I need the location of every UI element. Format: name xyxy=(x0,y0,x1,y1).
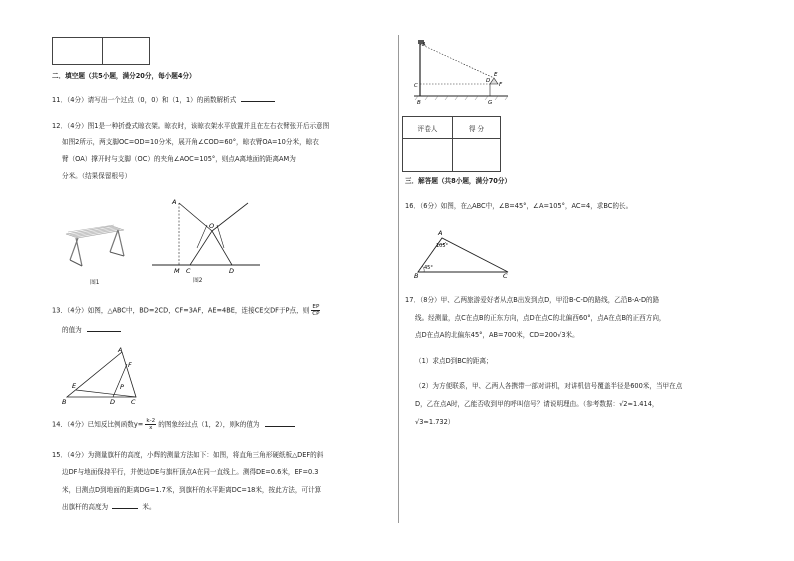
section-2-title: 二．填空题（共5小题，满分20分，每小题4分） xyxy=(52,72,196,80)
label-A: A xyxy=(422,42,426,48)
question-11 xyxy=(52,97,275,104)
question-15-line-4 xyxy=(62,504,156,511)
fraction-ep-cp xyxy=(311,304,320,317)
question-15-line-2: 边DF与地面保持平行，并使边DE与旗杆顶点A在同一直线上。测得DE=0.6米，EF=0.3 xyxy=(62,468,319,476)
label-P: P xyxy=(120,383,124,391)
question-12-line-4: 分米。（结果保留根号） xyxy=(62,172,132,180)
label-C: C xyxy=(414,83,418,89)
fraction-numerator: EP xyxy=(312,304,320,310)
question-17-part-2-line-1: （2）为方便联系，甲、乙两人各携带一部对讲机，对讲机信号覆盖半径是600米，当甲在点 xyxy=(415,382,683,390)
question-13-line-2-text: 的值为 xyxy=(62,326,82,334)
fraction-k-minus-2-over-x xyxy=(145,418,156,431)
label-A: A xyxy=(438,229,443,237)
label-G: G xyxy=(488,100,493,106)
question-17-part-1: （1）求点D到BC的距离； xyxy=(415,357,493,365)
score-label: 得 分 xyxy=(453,117,501,139)
question-12-line-3: 臂（OA）撑开时与支脚（OC）的夹角∠AOC=105°，则点A离地面的距离AM为 xyxy=(62,155,296,163)
label-F: F xyxy=(499,82,503,88)
question-14-text-after: 的图象经过点（1，2），则k的值为 xyxy=(158,420,260,429)
label-D: D xyxy=(486,78,491,84)
label-A: A xyxy=(118,346,123,354)
question-16-text: 16．（6分）如图，在△ABC中，∠B=45°，∠A=105°，AC=4，求BC的长。 xyxy=(405,202,633,210)
label-B: B xyxy=(62,398,67,406)
label-D: D xyxy=(229,267,235,275)
fraction-numerator: k-2 xyxy=(146,418,156,424)
score-cell xyxy=(53,38,103,65)
question-15-unit: 米。 xyxy=(142,503,156,511)
section-3-title: 三．解答题（共8小题，满分70分） xyxy=(405,177,512,185)
label-C: C xyxy=(186,267,191,275)
question-13-line-2 xyxy=(62,327,121,334)
figure-2-caption: 图2 xyxy=(193,278,203,284)
label-C: C xyxy=(131,398,136,406)
label-M: M xyxy=(174,267,180,275)
flagpole-figure xyxy=(414,38,514,108)
label-E: E xyxy=(494,72,498,78)
drying-rack-photo xyxy=(62,222,128,272)
question-15-line-1: 15．（4分）为测量旗杆的高度，小辉的测量方法如下：如图，将直角三角形硬纸板△DEF的斜 xyxy=(52,451,324,459)
question-12-line-2: 如图2所示，两支脚OC=OD=10分米，展开角∠COD=60°，晾衣臂OA=10分米，晾衣 xyxy=(62,138,319,146)
question-17-line-3: 点D在点A的北偏东45°，AB=700米，CD=200√3米。 xyxy=(415,331,579,339)
answer-blank[interactable] xyxy=(112,508,138,509)
answer-blank[interactable] xyxy=(265,426,295,427)
fraction-denominator: x xyxy=(149,425,153,432)
question-17-part-2-line-2: D，乙在点A时，乙能否收到甲的呼叫信号？请说明理由。（参考数据：√2≈1.414， xyxy=(415,400,659,408)
label-B: B xyxy=(417,100,421,106)
score-cell[interactable] xyxy=(453,139,501,172)
question-14 xyxy=(52,418,295,431)
question-12-line-1: 12．（4分）图1是一种折叠式晾衣架。晾衣时，该晾衣架水平放置并且在左右衣臂张开后示意图 xyxy=(52,122,330,130)
column-divider xyxy=(398,35,399,523)
question-17-line-1: 17．（8分）甲、乙两旅游爱好者从点B出发到点D，甲沿B-C-D的路线，乙沿B-A-D的路 xyxy=(405,296,660,304)
triangle-abc-figure xyxy=(62,347,144,407)
grader-score-table xyxy=(402,116,501,172)
grader-cell[interactable] xyxy=(403,139,453,172)
grader-label: 评卷人 xyxy=(403,117,453,139)
figure-1-caption: 图1 xyxy=(90,280,100,286)
fraction-denominator: CP xyxy=(312,311,320,318)
answer-blank[interactable] xyxy=(87,331,121,332)
label-O: O xyxy=(209,222,215,230)
answer-blank[interactable] xyxy=(241,101,275,102)
question-11-text: 11．（4分）请写出一个过点（0，0）和（1，1）的函数解析式 xyxy=(52,96,237,104)
label-F: F xyxy=(128,361,132,369)
label-A: A xyxy=(172,198,177,206)
question-14-text: 14．（4分）已知反比例函数y= xyxy=(52,420,144,429)
question-13-text: 13．（4分）如图，△ABC中，BD=2CD，CF=3AF，AE=4BE，连接CE交DF于P点，则 xyxy=(52,306,310,315)
angle-a-label: 105° xyxy=(436,243,449,249)
question-15-line-3: 米，目测点D到地面的距离DG=1.7米，到旗杆的水平距离DC=18米，按此方法，可计算 xyxy=(62,486,322,494)
score-box-top xyxy=(52,37,150,65)
question-13-line-1 xyxy=(52,304,320,317)
label-D: D xyxy=(110,398,116,406)
label-C: C xyxy=(503,272,508,280)
question-17-part-2-line-3: √3≈1.732） xyxy=(415,418,455,426)
question-15-line-4-text: 出旗杆的高度为 xyxy=(62,503,109,511)
angle-b-label: 45° xyxy=(424,265,433,271)
label-B: B xyxy=(414,272,419,280)
figure-2-diagram xyxy=(152,195,262,275)
question-17-line-2: 线。经测量，点C在点B的正东方向，点D在点C的北偏西60°，点A在点B的正西方向， xyxy=(415,314,666,322)
triangle-16-figure xyxy=(414,226,514,280)
score-cell xyxy=(103,38,150,65)
label-E: E xyxy=(72,382,77,390)
